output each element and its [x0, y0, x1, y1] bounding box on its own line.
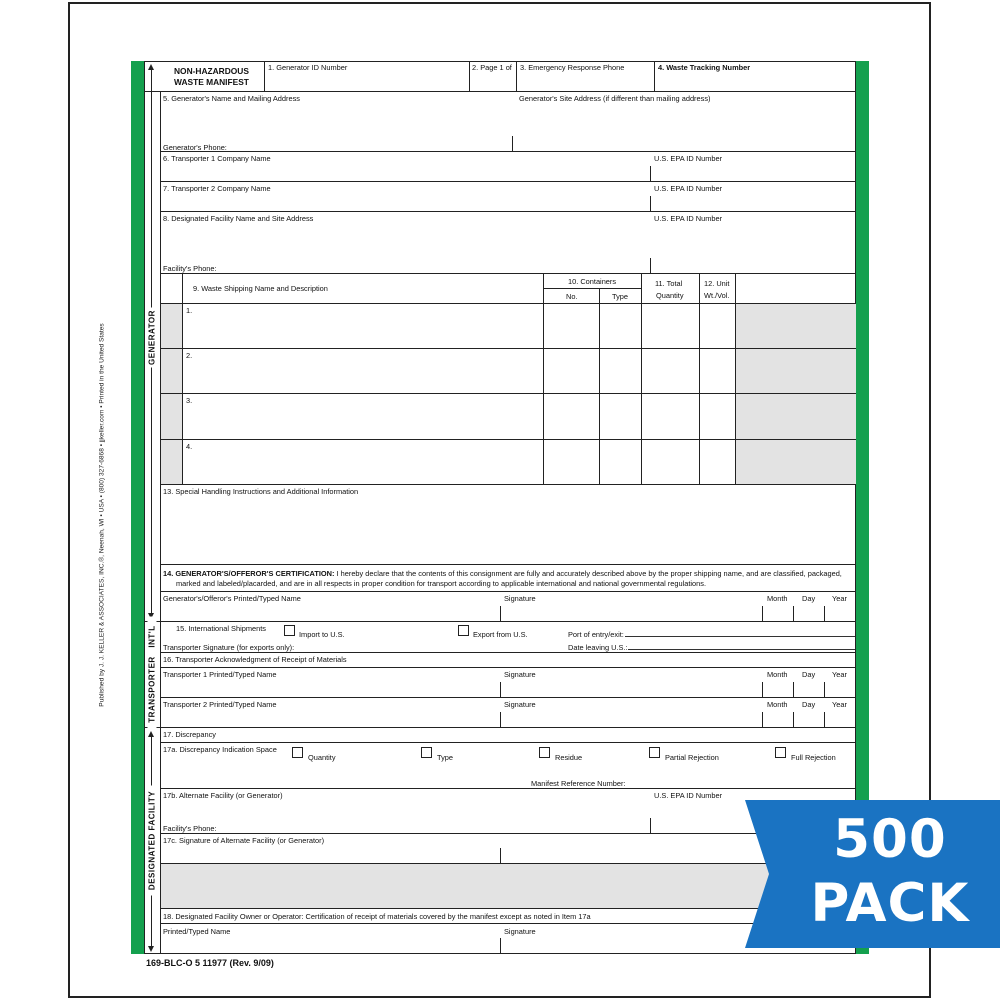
left-green-border — [131, 61, 144, 954]
table-row: 3. — [186, 396, 193, 405]
form-title-line1: NON-HAZARDOUS — [174, 66, 249, 76]
table-row: 2. — [186, 351, 193, 360]
total-quantity-header-2: Quantity — [656, 291, 684, 300]
day-label: Day — [802, 594, 816, 603]
full-rejection-checkbox[interactable] — [775, 747, 786, 758]
facility-phone-label: Facility's Phone: — [163, 264, 217, 273]
offeror-name-label: Generator's/Offeror's Printed/Typed Name — [163, 594, 301, 603]
transporter1-company-label: 6. Transporter 1 Company Name — [163, 154, 271, 163]
total-quantity-header-1: 11. Total — [655, 279, 683, 288]
day-label: Day — [802, 700, 816, 709]
port-label: Port of entry/exit: — [568, 630, 624, 639]
quantity-label: Quantity — [308, 753, 336, 762]
publisher-note: Published by J. J. KELLER & ASSOCIATES, INC.®, Neenah, WI • USA • (800) 327-6868 • jjkeller.com • Printed in the United States — [98, 323, 106, 707]
transporter1-name-label: Transporter 1 Printed/Typed Name — [163, 670, 277, 679]
table-row: 4. — [186, 442, 193, 451]
transporter-signature-export-label: Transporter Signature (for exports only): — [163, 643, 295, 652]
row-number-shade — [161, 304, 182, 484]
residue-checkbox[interactable] — [539, 747, 550, 758]
discrepancy-label: 17. Discrepancy — [163, 730, 216, 739]
partial-rejection-checkbox[interactable] — [649, 747, 660, 758]
transporter2-signature-label: Signature — [504, 700, 536, 709]
facility-side-label: DESIGNATED FACILITY — [148, 786, 157, 896]
facility-name-label: 8. Designated Facility Name and Site Address — [163, 214, 314, 223]
import-checkbox[interactable] — [284, 625, 295, 636]
transporter2-company-label: 7. Transporter 2 Company Name — [163, 184, 271, 193]
page-label: 2. Page 1 of — [472, 63, 512, 72]
tracking-number-label: 4. Waste Tracking Number — [658, 63, 751, 72]
arrow-down-icon — [148, 946, 154, 952]
alternate-signature-label: 17c. Signature of Alternate Facility (or Generator) — [163, 836, 325, 845]
month-label: Month — [767, 594, 788, 603]
transporter1-signature-label: Signature — [504, 670, 536, 679]
partial-rejection-label: Partial Rejection — [665, 753, 719, 762]
discrepancy-indication-label: 17a. Discrepancy Indication Space — [163, 745, 277, 754]
intl-side-label: INT'L — [148, 617, 157, 657]
owner-certification-label: 18. Designated Facility Owner or Operator: Certification of receipt of materials covered by the manifest except as noted in Item 17a — [163, 912, 591, 921]
day-label: Day — [802, 670, 816, 679]
site-address-label: Generator's Site Address (if different than mailing address) — [519, 94, 711, 103]
epa-id-label-2: U.S. EPA ID Number — [654, 184, 723, 193]
generator-phone-label: Generator's Phone: — [163, 143, 227, 152]
international-label: 15. International Shipments — [176, 624, 266, 633]
waste-description-header: 9. Waste Shipping Name and Description — [193, 284, 328, 293]
badge-pack: PACK — [810, 873, 970, 934]
epa-id-label-1: U.S. EPA ID Number — [654, 154, 723, 163]
unit-header-2: Wt./Vol. — [704, 291, 730, 300]
export-label: Export from U.S. — [473, 630, 528, 639]
containers-no-header: No. — [566, 292, 578, 301]
unit-column-shade — [736, 304, 856, 484]
generator-side-label: GENERATOR — [148, 308, 157, 368]
year-label: Year — [832, 670, 847, 679]
quantity-checkbox[interactable] — [292, 747, 303, 758]
import-label: Import to U.S. — [299, 630, 345, 639]
generator-name-label: 5. Generator's Name and Mailing Address — [163, 94, 300, 103]
type-label: Type — [437, 753, 454, 762]
year-label: Year — [832, 594, 847, 603]
unit-header-1: 12. Unit — [704, 279, 730, 288]
epa-id-label-4: U.S. EPA ID Number — [654, 791, 723, 800]
date-leaving-label: Date leaving U.S.: — [568, 643, 628, 652]
export-checkbox[interactable] — [458, 625, 469, 636]
full-rejection-label: Full Rejection — [791, 753, 836, 762]
type-checkbox[interactable] — [421, 747, 432, 758]
section-side-line — [160, 91, 161, 953]
transporter-side-label: TRANSPORTER — [148, 650, 157, 730]
month-label: Month — [767, 670, 788, 679]
form-title-line2: WASTE MANIFEST — [174, 77, 249, 87]
month-label: Month — [767, 700, 788, 709]
pack-badge-text — [780, 808, 1000, 936]
facility-shaded-area — [161, 864, 856, 908]
alternate-facility-phone-label: Facility's Phone: — [163, 824, 217, 833]
manifest-form — [144, 61, 856, 954]
transporter2-name-label: Transporter 2 Printed/Typed Name — [163, 700, 277, 709]
epa-id-label-3: U.S. EPA ID Number — [654, 214, 723, 223]
badge-count: 500 — [833, 809, 947, 870]
year-label: Year — [832, 700, 847, 709]
residue-label: Residue — [555, 753, 583, 762]
signature-label: Signature — [504, 594, 536, 603]
alternate-facility-label: 17b. Alternate Facility (or Generator) — [163, 791, 283, 800]
owner-name-label: Printed/Typed Name — [163, 927, 231, 936]
transporter-ack-label: 16. Transporter Acknowledgment of Receipt of Materials — [163, 655, 347, 664]
containers-header: 10. Containers — [568, 277, 617, 286]
special-handling-label: 13. Special Handling Instructions and Additional Information — [163, 487, 359, 496]
generator-id-label: 1. Generator ID Number — [268, 63, 348, 72]
containers-type-header: Type — [612, 292, 629, 301]
divider — [144, 91, 856, 92]
owner-signature-label: Signature — [504, 927, 536, 936]
form-code: 169-BLC-O 5 11977 (Rev. 9/09) — [146, 958, 274, 968]
manifest-reference-label: Manifest Reference Number: — [531, 779, 626, 788]
certification-line1: 14. GENERATOR'S/OFFEROR'S CERTIFICATION: I hereby declare that the contents of this consignment are fully and accurately described above by the proper shipping name, and are classified, packaged, — [163, 569, 842, 578]
table-row: 1. — [186, 306, 193, 315]
emergency-phone-label: 3. Emergency Response Phone — [520, 63, 625, 72]
certification-line2: marked and labeled/placarded, and are in all respects in proper condition for transport according to applicable international and national governmental regulations. — [176, 579, 706, 588]
